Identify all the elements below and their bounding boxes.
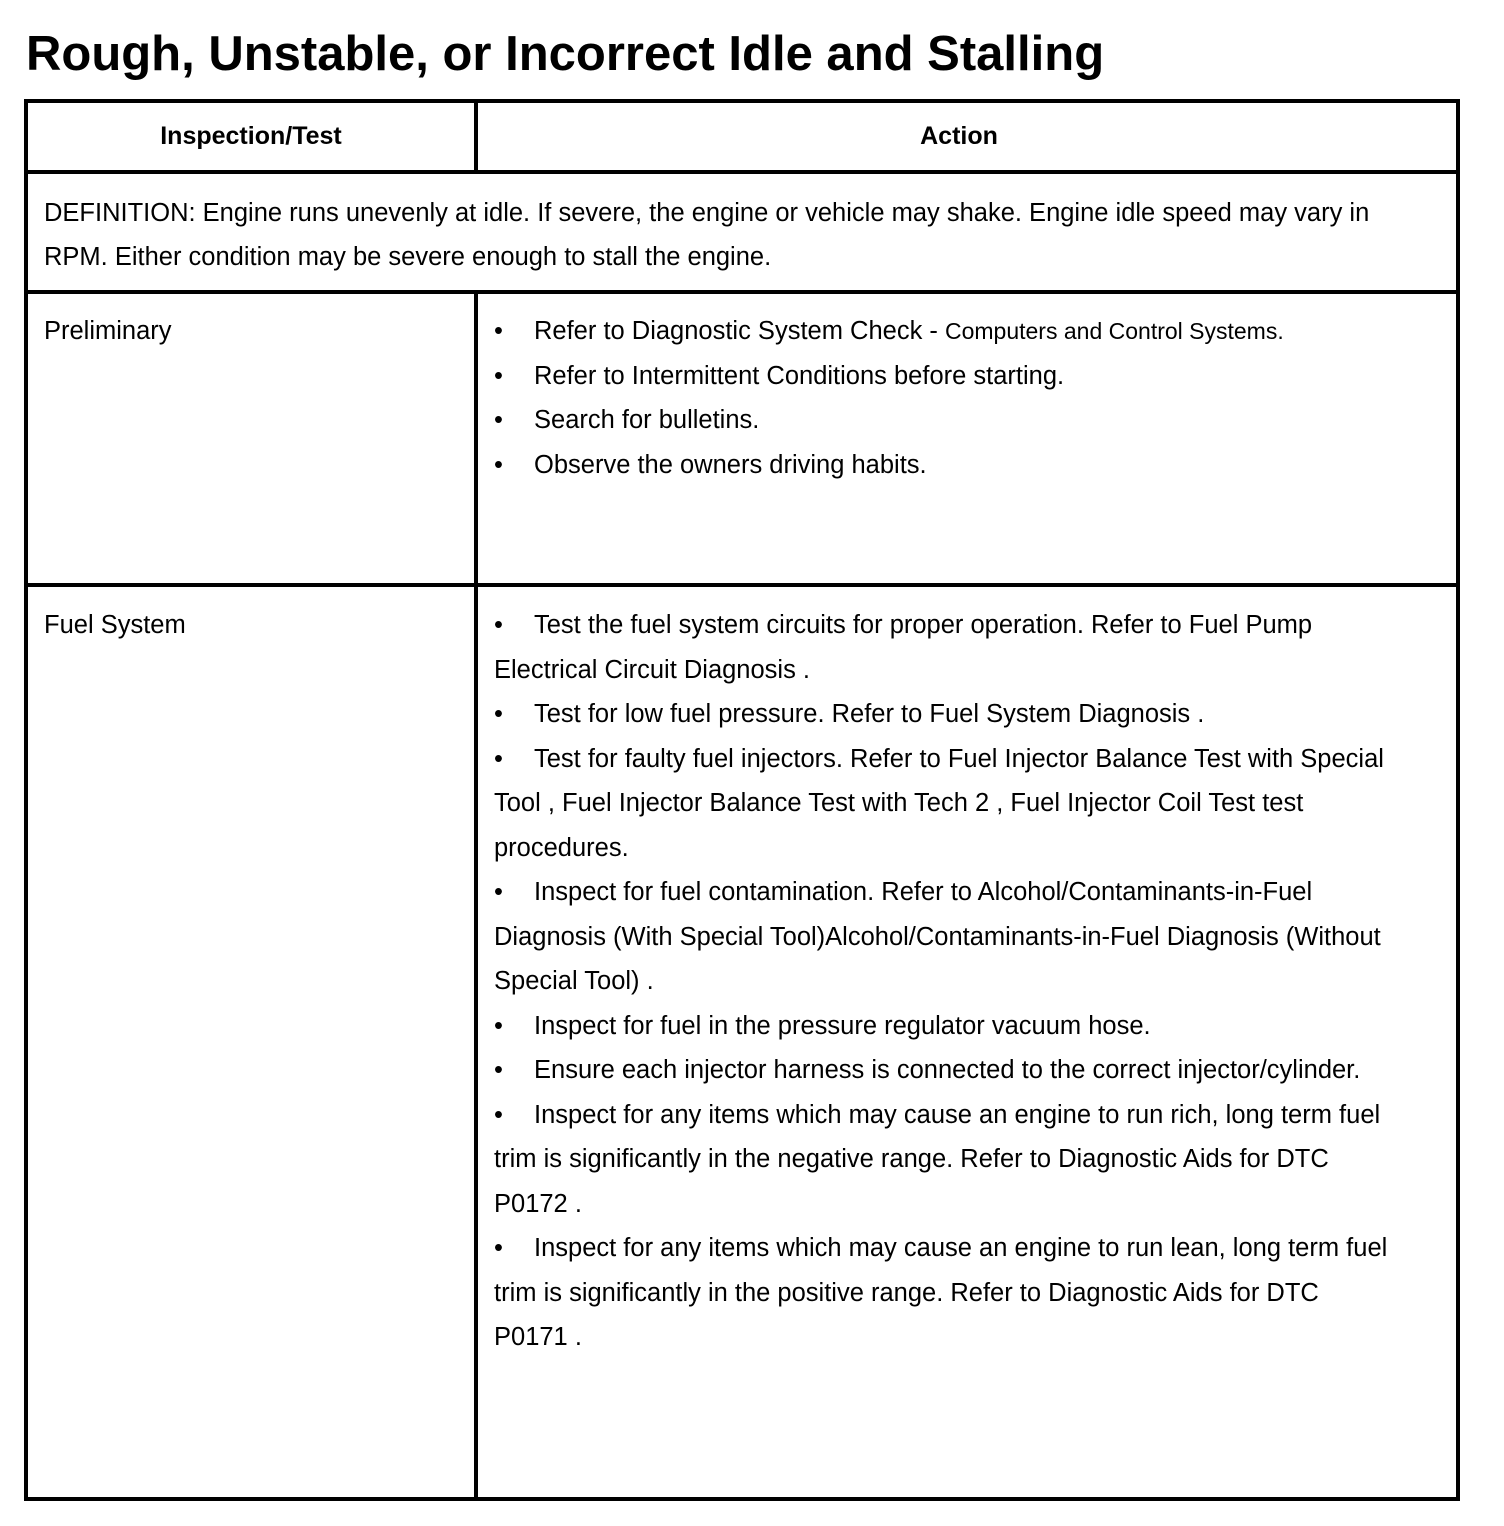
bullet-marker: •: [494, 1234, 503, 1262]
bullet-marker: •: [494, 878, 503, 906]
definition-divider: [28, 290, 1456, 294]
row-label-preliminary: Preliminary: [44, 317, 172, 345]
list-item: • Test for faulty fuel injectors. Refer to Fuel Injector Balance Test with Special Tool , Fuel Injector Balance Test with Tech 2 , Fuel Injector Coil Test test procedures.: [494, 737, 1394, 871]
fuel-system-actions: [494, 603, 1394, 1360]
list-item: • Refer to Intermittent Conditions before starting.: [494, 354, 1394, 399]
header-divider: [28, 170, 1456, 174]
column-divider-body: [474, 290, 478, 1501]
bullet-marker: •: [494, 611, 503, 639]
bullet-marker: •: [494, 1056, 503, 1084]
row-divider: [28, 583, 1456, 587]
bullet-marker: •: [494, 1011, 503, 1040]
row-label-fuel-system: Fuel System: [44, 611, 186, 639]
list-item: • Inspect for any items which may cause an engine to run rich, long term fuel trim is significantly in the negative range. Refer to Diagnostic Aids for DTC P0172 .: [494, 1093, 1394, 1227]
bullet-marker: •: [494, 1100, 503, 1129]
bullet-marker: •: [494, 317, 503, 345]
bullet-marker: •: [494, 450, 503, 479]
list-item: • Inspect for fuel contamination. Refer to Alcohol/Contaminants-in-Fuel Diagnosis (With Special Tool)Alcohol/Contaminants-in-Fuel Diagnosis (Without Special Tool) .: [494, 870, 1394, 1004]
list-item: • Test the fuel system circuits for proper operation. Refer to Fuel Pump Electrical Circuit Diagnosis .: [494, 603, 1394, 692]
preliminary-actions: [494, 309, 1394, 487]
definition-text: DEFINITION: Engine runs unevenly at idle. If severe, the engine or vehicle may shake. Engine idle speed may vary in RPM. Either condition may be severe enough to stall the engine.: [44, 199, 1370, 271]
bullet-marker: •: [494, 406, 503, 434]
page-title: Rough, Unstable, or Incorrect Idle and Stalling: [26, 27, 1105, 81]
list-item: • Inspect for fuel in the pressure regulator vacuum hose.: [494, 1004, 1394, 1049]
list-item: • Refer to Diagnostic System Check - Computers and Control Systems.: [494, 309, 1394, 354]
list-item: • Ensure each injector harness is connected to the correct injector/cylinder.: [494, 1048, 1394, 1093]
list-item: • Test for low fuel pressure. Refer to Fuel System Diagnosis .: [494, 692, 1394, 737]
header-action: Action: [920, 122, 998, 150]
bullet-marker: •: [494, 361, 503, 390]
list-item: • Search for bulletins.: [494, 398, 1394, 443]
diagnostic-table: [24, 99, 1460, 1501]
bullet-marker: •: [494, 744, 503, 773]
list-item: • Observe the owners driving habits.: [494, 443, 1394, 488]
bullet-marker: •: [494, 700, 503, 728]
header-inspection-test: Inspection/Test: [160, 122, 342, 150]
list-item: • Inspect for any items which may cause an engine to run lean, long term fuel trim is significantly in the positive range. Refer to Diagnostic Aids for DTC P0171 .: [494, 1226, 1394, 1360]
